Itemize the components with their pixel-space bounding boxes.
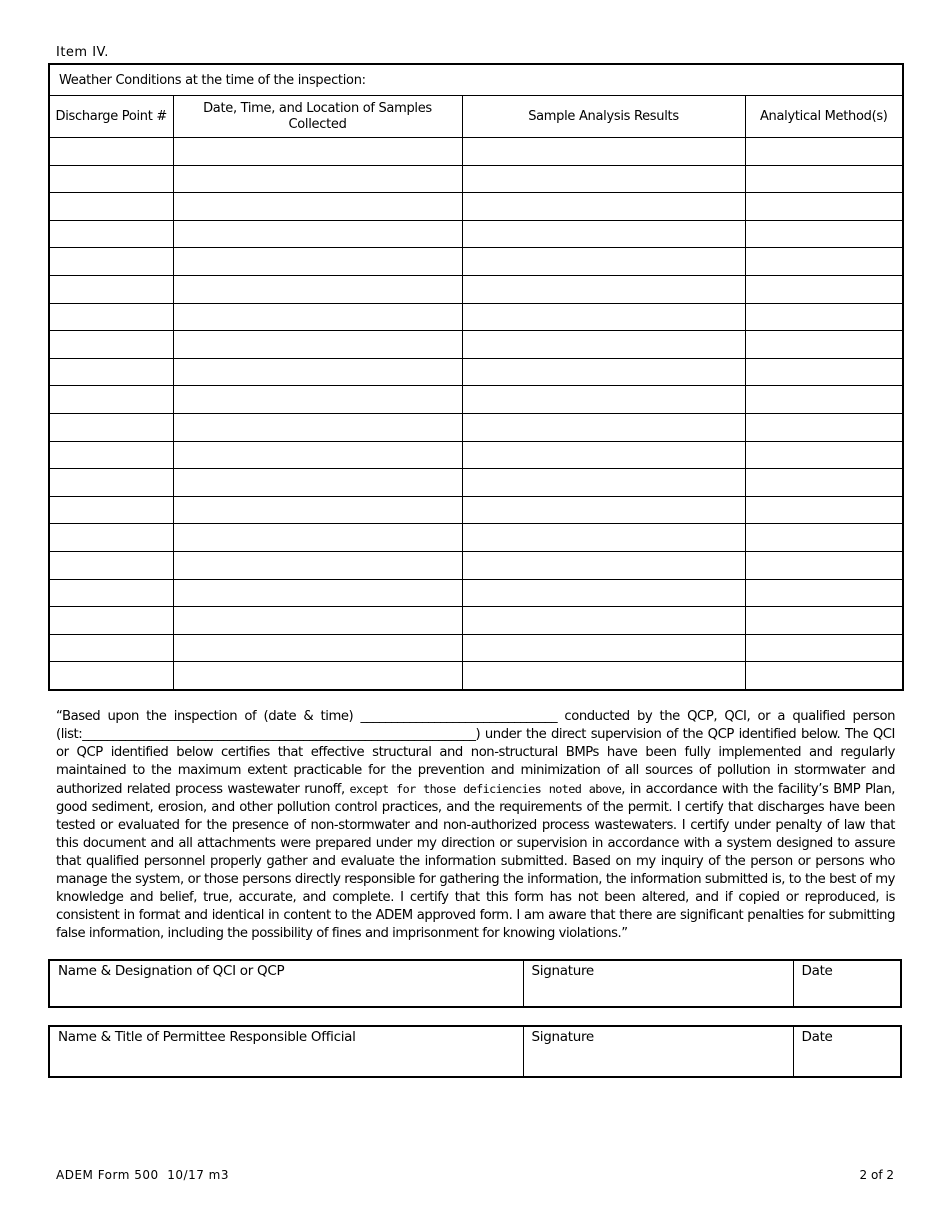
discharge-point-cell[interactable] — [49, 193, 173, 221]
discharge-point-cell[interactable] — [49, 579, 173, 607]
table-row — [49, 634, 903, 662]
date-time-location-cell[interactable] — [173, 413, 462, 441]
table-row — [49, 303, 903, 331]
date-time-location-cell[interactable] — [173, 248, 462, 276]
discharge-point-cell[interactable] — [49, 413, 173, 441]
sample-results-cell[interactable] — [462, 413, 745, 441]
column-header-sample-results: Sample Analysis Results — [462, 96, 745, 138]
table-row — [49, 662, 903, 690]
discharge-point-cell[interactable] — [49, 165, 173, 193]
discharge-point-cell[interactable] — [49, 220, 173, 248]
table-row — [49, 193, 903, 221]
sample-results-cell[interactable] — [462, 331, 745, 359]
statement-text-1: “Based upon the inspection of (date & time) ________________________________ conducted by the QCP, QCI, or a qualified person (list:________________________________________________________________) under the direct supervision of the QCP identified below. The QCI or QCP identified below certifies that effective structural and non-structural BMPs have been fully implemented and regularly maintained to the maximum extent practicable for the prevention and minimization of all sources of pollution in stormwater and authorized related process wastewater runoff, — [56, 709, 895, 797]
analytical-method-cell[interactable] — [745, 441, 903, 469]
page-number: 2 of 2 — [859, 1168, 894, 1182]
column-header-discharge-point: Discharge Point # — [49, 96, 173, 138]
statement-deficiencies-phrase: except for those deficiencies noted above — [349, 782, 622, 796]
date-time-location-cell[interactable] — [173, 386, 462, 414]
sample-results-cell[interactable] — [462, 634, 745, 662]
date-time-location-cell[interactable] — [173, 607, 462, 635]
analytical-method-cell[interactable] — [745, 579, 903, 607]
date-time-location-cell[interactable] — [173, 441, 462, 469]
discharge-point-cell[interactable] — [49, 386, 173, 414]
discharge-point-cell[interactable] — [49, 607, 173, 635]
table-row — [49, 331, 903, 359]
certification-statement — [56, 708, 895, 943]
discharge-point-cell[interactable] — [49, 496, 173, 524]
date-time-location-cell[interactable] — [173, 275, 462, 303]
table-row — [49, 248, 903, 276]
date-time-location-cell[interactable] — [173, 331, 462, 359]
analytical-method-cell[interactable] — [745, 607, 903, 635]
analytical-method-cell[interactable] — [745, 662, 903, 690]
analytical-method-cell[interactable] — [745, 248, 903, 276]
sample-results-cell[interactable] — [462, 386, 745, 414]
item-label: Item IV. — [56, 45, 109, 60]
sample-results-cell[interactable] — [462, 579, 745, 607]
form-id: ADEM Form 500 10/17 m3 — [56, 1168, 229, 1182]
table-row — [49, 275, 903, 303]
table-row — [49, 138, 903, 166]
discharge-point-cell[interactable] — [49, 138, 173, 166]
analytical-method-cell[interactable] — [745, 413, 903, 441]
sample-rows — [49, 138, 903, 690]
qci-qcp-signature-block — [48, 959, 902, 1008]
sample-table — [48, 63, 904, 691]
analytical-method-cell[interactable] — [745, 386, 903, 414]
table-row — [49, 524, 903, 552]
permittee-signature-block — [48, 1025, 902, 1078]
sample-results-cell[interactable] — [462, 248, 745, 276]
column-header-date-time-location: Date, Time, and Location of Samples Collected — [173, 96, 462, 138]
analytical-method-cell[interactable] — [745, 551, 903, 579]
date-time-location-cell[interactable] — [173, 662, 462, 690]
discharge-point-cell[interactable] — [49, 303, 173, 331]
weather-conditions-field[interactable]: Weather Conditions at the time of the inspection: — [49, 64, 903, 96]
date-time-location-cell[interactable] — [173, 193, 462, 221]
table-row — [49, 469, 903, 497]
discharge-point-cell[interactable] — [49, 662, 173, 690]
sample-results-cell[interactable] — [462, 275, 745, 303]
sample-results-cell[interactable] — [462, 607, 745, 635]
sample-results-cell[interactable] — [462, 551, 745, 579]
analytical-method-cell[interactable] — [745, 331, 903, 359]
analytical-method-cell[interactable] — [745, 138, 903, 166]
table-row — [49, 220, 903, 248]
analytical-method-cell[interactable] — [745, 634, 903, 662]
sample-results-cell[interactable] — [462, 303, 745, 331]
date-time-location-cell[interactable] — [173, 634, 462, 662]
date-time-location-cell[interactable] — [173, 551, 462, 579]
statement-text-2: , in accordance with the facility’s BMP Plan, good sediment, erosion, and other pollution control practices, and the requirements of the permit. I certify that discharges have been tested or evaluated for the presence of non-stormwater and non-authorized process wastewaters. I certify under penalty of law that this document and all attachments were prepared under my direction or supervision in accordance with a system designed to assure that qualified personnel properly gather and evaluate the information submitted. Based on my inquiry of the person or persons who manage the system, or those persons directly responsible for gathering the information, the information submitted is, to the best of my knowledge and belief, true, accurate, and complete. I certify that this form has not been altered, and if copied or reproduced, is consistent in format and identical in content to the ADEM approved form. I am aware that there are significant penalties for submitting false information, including the possibility of fines and imprisonment for knowing violations.” — [56, 782, 895, 941]
discharge-point-cell[interactable] — [49, 358, 173, 386]
sample-results-cell[interactable] — [462, 496, 745, 524]
analytical-method-cell[interactable] — [745, 496, 903, 524]
date-time-location-cell[interactable] — [173, 358, 462, 386]
discharge-point-cell[interactable] — [49, 331, 173, 359]
table-row — [49, 413, 903, 441]
analytical-method-cell[interactable] — [745, 524, 903, 552]
table-row — [49, 607, 903, 635]
discharge-point-cell[interactable] — [49, 634, 173, 662]
permittee-name-field[interactable]: Name & Title of Permittee Responsible Official — [49, 1026, 523, 1077]
sample-results-cell[interactable] — [462, 441, 745, 469]
date-time-location-cell[interactable] — [173, 165, 462, 193]
discharge-point-cell[interactable] — [49, 441, 173, 469]
date-time-location-cell[interactable] — [173, 524, 462, 552]
analytical-method-cell[interactable] — [745, 469, 903, 497]
sample-results-cell[interactable] — [462, 469, 745, 497]
date-time-location-cell[interactable] — [173, 579, 462, 607]
date-time-location-cell[interactable] — [173, 138, 462, 166]
table-row — [49, 358, 903, 386]
analytical-method-cell[interactable] — [745, 220, 903, 248]
table-row — [49, 386, 903, 414]
table-row — [49, 579, 903, 607]
sample-results-cell[interactable] — [462, 358, 745, 386]
table-row — [49, 441, 903, 469]
table-row — [49, 496, 903, 524]
sample-results-cell[interactable] — [462, 165, 745, 193]
sample-results-cell[interactable] — [462, 524, 745, 552]
date-time-location-cell[interactable] — [173, 496, 462, 524]
qci-signature-field[interactable]: Signature — [523, 960, 793, 1007]
analytical-method-cell[interactable] — [745, 358, 903, 386]
sample-results-cell[interactable] — [462, 220, 745, 248]
discharge-point-cell[interactable] — [49, 524, 173, 552]
table-row — [49, 165, 903, 193]
permittee-date-field[interactable]: Date — [793, 1026, 901, 1077]
column-header-analytical-method: Analytical Method(s) — [745, 96, 903, 138]
qci-name-field[interactable]: Name & Designation of QCI or QCP — [49, 960, 523, 1007]
analytical-method-cell[interactable] — [745, 165, 903, 193]
table-row — [49, 551, 903, 579]
sample-results-cell[interactable] — [462, 662, 745, 690]
date-time-location-cell[interactable] — [173, 220, 462, 248]
sample-results-cell[interactable] — [462, 138, 745, 166]
sample-results-cell[interactable] — [462, 193, 745, 221]
analytical-method-cell[interactable] — [745, 303, 903, 331]
discharge-point-cell[interactable] — [49, 469, 173, 497]
discharge-point-cell[interactable] — [49, 551, 173, 579]
analytical-method-cell[interactable] — [745, 193, 903, 221]
permittee-signature-field[interactable]: Signature — [523, 1026, 793, 1077]
discharge-point-cell[interactable] — [49, 248, 173, 276]
qci-date-field[interactable]: Date — [793, 960, 901, 1007]
discharge-point-cell[interactable] — [49, 275, 173, 303]
analytical-method-cell[interactable] — [745, 275, 903, 303]
date-time-location-cell[interactable] — [173, 303, 462, 331]
date-time-location-cell[interactable] — [173, 469, 462, 497]
